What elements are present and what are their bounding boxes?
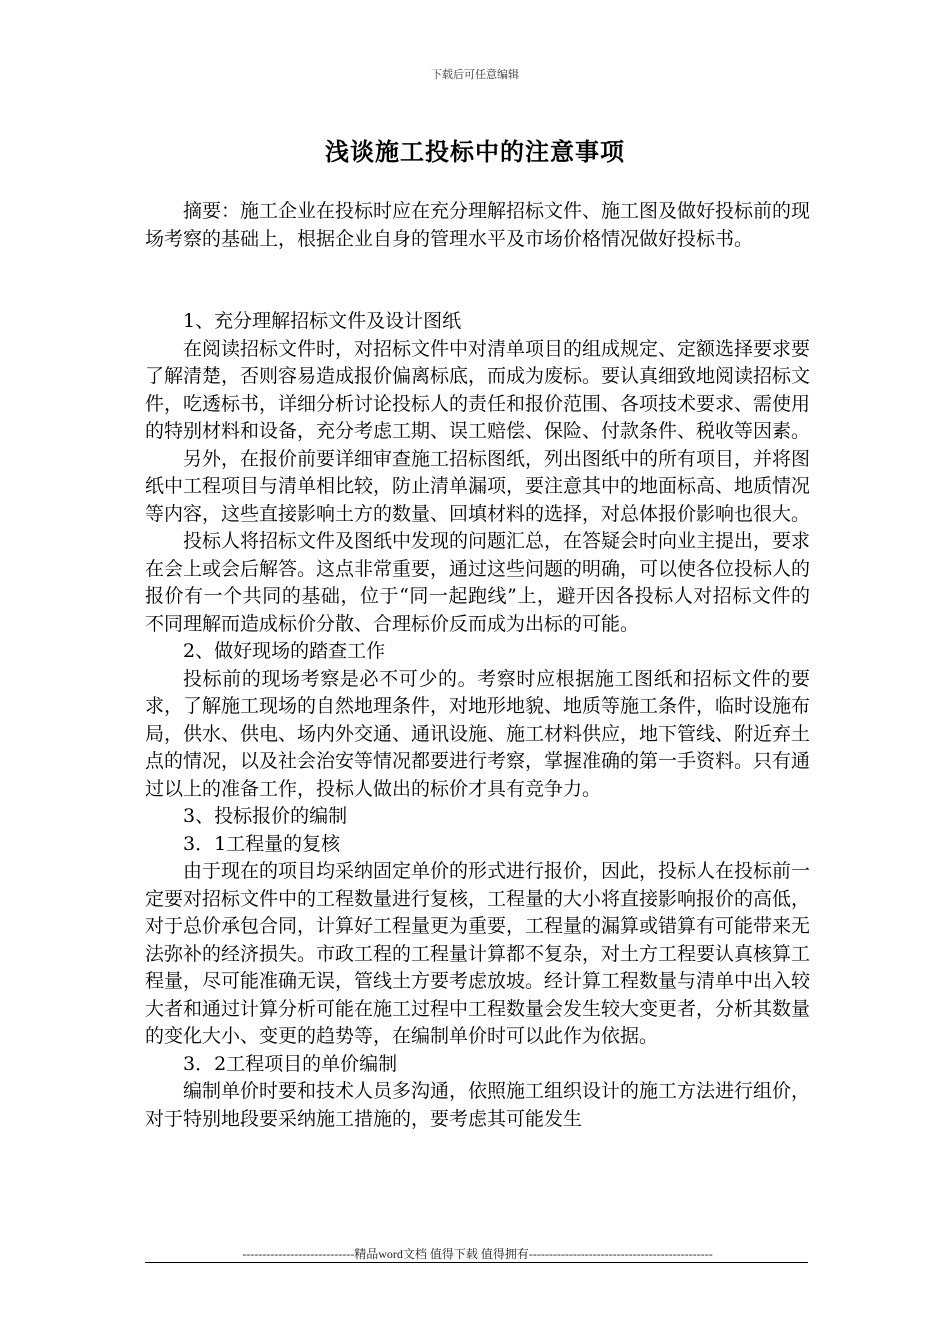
section-3-1-paragraph-1: 由于现在的项目均采纳固定单价的形式进行报价，因此，投标人在投标前一定要对招标文件中的工程数量进行复核，工程量的大小将直接影响报价的高低，对于总价承包合同，计算好工程量更为重要，工程量的漏算或错算有可能带来无法弥补的经济损失。市政工程的工程量计算都不复杂，对土方工程要认真核算工程量，尽可能准确无误，管线土方要考虑放坡。经计算工程数量与清单中出入较大者和通过计算分析可能在施工过程中工程数量会发生较大变更者，分析其数量的变化大小、变更的趋势等，在编制单价时可以此作为依据。 xyxy=(145,860,811,1047)
section-3-heading: 3、投标报价的编制 xyxy=(183,805,348,827)
document-body xyxy=(145,198,810,1133)
section-2-paragraph-1: 投标前的现场考察是必不可少的。考察时应根据施工图纸和招标文件的要求，了解施工现场的自然地理条件，对地形地貌、地质等施工条件，临时设施布局，供水、供电、场内外交通、通讯设施、施工材料供应，地下管线、附近弃土点的情况，以及社会治安等情况都要进行考察，掌握准确的第一手资料。只有通过以上的准备工作，投标人做出的标价才具有竞争力。 xyxy=(145,667,811,800)
section-1-paragraph-1: 在阅读招标文件时，对招标文件中对清单项目的组成规定、定额选择要求要了解清楚，否则容易造成报价偏离标底，而成为废标。要认真细致地阅读招标文件，吃透标书，详细分析讨论投标人的责任和报价范围、各项技术要求、需使用的特别材料和设备，充分考虑工期、误工赔偿、保险、付款条件、税收等因素。 xyxy=(145,337,811,442)
section-2-heading: 2、做好现场的踏查工作 xyxy=(183,640,386,662)
section-1-heading: 1、充分理解招标文件及设计图纸 xyxy=(183,310,462,332)
footer-text: ----------------------------精品word文档 值得下载 值得拥有---------------------------------------------- xyxy=(242,1247,713,1261)
page-header-note: 下载后可任意编辑 xyxy=(431,68,519,81)
section-3-2-heading: 3．2工程项目的单价编制 xyxy=(183,1052,398,1075)
document-title: 浅谈施工投标中的注意事项 xyxy=(325,137,625,166)
section-1-paragraph-3: 投标人将招标文件及图纸中发现的问题汇总，在答疑会时向业主提出，要求在会上或会后解答。这点非常重要，通过这些问题的明确，可以使各位投标人的报价有一个共同的基础，位于“同一起跑线”上，避开因各投标人对招标文件的不同理解而造成标价分散、合理标价反而成为出标的可能。 xyxy=(145,530,811,635)
section-1-paragraph-2: 另外，在报价前要详细审查施工招标图纸，列出图纸中的所有项目，并将图纸中工程项目与清单相比较，防止清单漏项，要注意其中的地面标高、地质情况等内容，这些直接影响土方的数量、回填材料的选择，对总体报价影响也很大。 xyxy=(145,447,811,525)
section-3-1-heading: 3．1工程量的复核 xyxy=(183,832,341,855)
section-3-2-paragraph-1: 编制单价时要和技术人员多沟通，依照施工组织设计的施工方法进行组价，对于特别地段要采纳施工措施的，要考虑其可能发生 xyxy=(145,1080,811,1130)
abstract-paragraph: 摘要：施工企业在投标时应在充分理解招标文件、施工图及做好投标前的现场考察的基础上，根据企业自身的管理水平及市场价格情况做好投标书。 xyxy=(145,200,811,250)
footer-divider xyxy=(145,1262,808,1263)
